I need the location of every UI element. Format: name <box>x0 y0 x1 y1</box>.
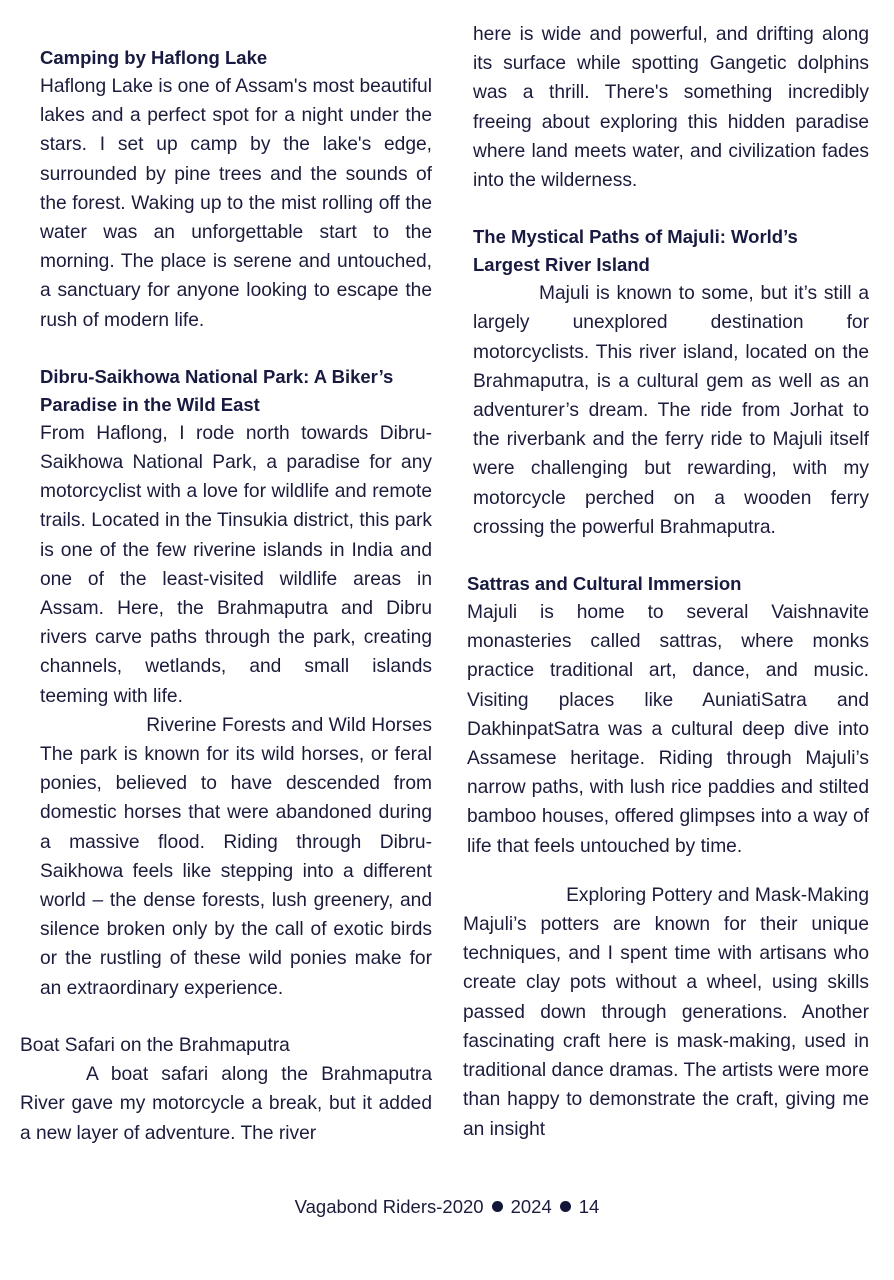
spacer <box>473 542 869 570</box>
subheading-horses: Riverine Forests and Wild Horses <box>146 714 432 736</box>
section-heading-majuli: The Mystical Paths of Majuli: World’s Largest River Island <box>473 226 798 276</box>
spacer <box>473 861 869 881</box>
subheading-boat: Boat Safari on the Brahmaputra <box>20 1034 290 1056</box>
subheading-pottery: Exploring Pottery and Mask-Making <box>566 884 869 906</box>
paragraph-camping: Haflong Lake is one of Assam's most beautiful lakes and a perfect spot for a night under the stars. I set up camp by the lake's edge, surrounded by pine trees and the sounds of the forest. Waking up to the mist rolling off the water was an unforgettable start to the morning. The place is serene and untouched, a sanctuary for anyone looking to escape the rush of modern life. <box>40 76 432 331</box>
spacer <box>40 1003 432 1031</box>
paragraph-majuli: Majuli is known to some, but it’s still a largely unexplored destination for motorcyclists. This river island, located on the Brahmaputra, is a cultural gem as well as an adventurer’s dream. The ride from Jorhat to the riverbank and the ferry ride to Majuli itself were challenging but rewarding, with my motorcycle perched on a wooden ferry crossing the powerful Brahmaputra. <box>473 283 869 538</box>
spacer <box>40 335 432 363</box>
right-column <box>463 20 869 1144</box>
paragraph-pottery: Majuli’s potters are known for their unique techniques, and I spent time with artisans who create clay pots without a wheel, using skills passed down through generations. Another fascinating craft here is mask-making, used in traditional dance dramas. The artists were more than happy to demonstrate the craft, giving me an insight <box>463 914 869 1140</box>
footer-publication: Vagabond Riders-2020 <box>294 1196 484 1217</box>
paragraph-sattras: Majuli is home to several Vaishnavite monasteries called sattras, where monks practice traditional art, dance, and music. Visiting places like AuniatiSatra and DakhinpatSatra was a cultural deep dive into Assamese heritage. Riding through Majuli’s narrow paths, with lush rice paddies and stilted bamboo houses, offered glimpses into a way of life that feels untouched by time. <box>467 602 869 857</box>
page-footer <box>0 1196 894 1218</box>
bullet-dot-icon <box>560 1201 571 1212</box>
paragraph-boat-continued: here is wide and powerful, and drifting along its surface while spotting Gangetic dolphins was a thrill. There's something incredibly freeing about exploring this hidden paradise where land meets water, and civilization fades into the wilderness. <box>473 24 869 192</box>
footer-year: 2024 <box>510 1196 552 1217</box>
left-column <box>20 44 432 1148</box>
page-number: 14 <box>578 1196 600 1217</box>
section-heading-dibru: Dibru-Saikhowa National Park: A Biker’s Paradise in the Wild East <box>40 365 394 415</box>
spacer <box>473 195 869 223</box>
paragraph-horses: The park is known for its wild horses, or feral ponies, believed to have descended from domestic horses that were abandoned during a massive flood. Riding through Dibru-Saikhowa feels like stepping into a different world – the dense forests, lush greenery, and silence broken only by the call of exotic birds or the rustling of these wild ponies make for an extraordinary experience. <box>40 744 432 999</box>
section-heading-camping: Camping by Haflong Lake <box>40 47 268 68</box>
bullet-dot-icon <box>492 1201 503 1212</box>
paragraph-boat: A boat safari along the Brahmaputra River gave my motorcycle a break, but it added a new layer of adventure. The river <box>20 1064 432 1144</box>
section-heading-sattras: Sattras and Cultural Immersion <box>467 573 742 595</box>
paragraph-dibru: From Haflong, I rode north towards Dibru-Saikhowa National Park, a paradise for any motorcyclist with a love for wildlife and remote trails. Located in the Tinsukia district, this park is one of the few riverine islands in India and one of the least-visited wildlife areas in Assam. Here, the Brahmaputra and Dibru rivers carve paths through the park, creating channels, wetlands, and small islands teeming with life. <box>40 422 432 707</box>
